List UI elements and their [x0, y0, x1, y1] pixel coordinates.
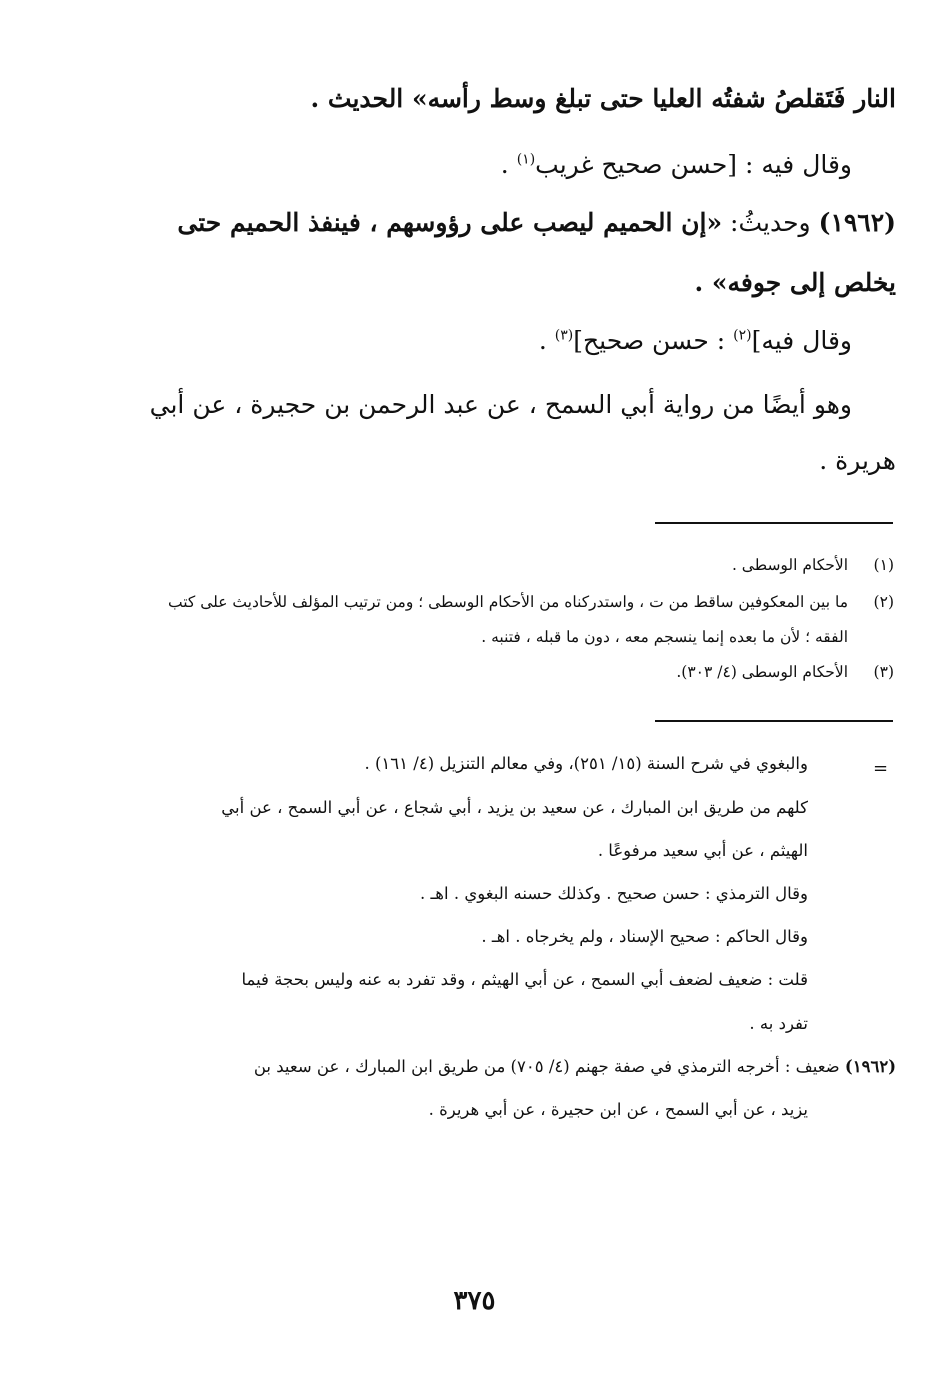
main-line-4: يخلص إلى جوفه» .: [694, 268, 896, 297]
main-line-5-end: .: [538, 326, 555, 355]
note-line-5: وقال الحاكم : صحيح الإسناد ، ولم يخرجاه . اهـ .: [481, 927, 808, 946]
footnote-2-text-cont: الفقه ؛ لأن ما بعده إنما ينسجم معه ، دون ما قبله ، فتنبه .: [481, 628, 848, 646]
continuation-mark: =: [873, 758, 889, 779]
main-line-7: هريرة .: [819, 446, 896, 475]
footnote-1-number: (١): [873, 556, 894, 574]
footnote-2-text: ما بين المعكوفين ساقط من ت ، واستدركناه من الأحكام الوسطى ؛ ومن ترتيب المؤلف للأحاديث على كتب: [167, 593, 848, 611]
main-line-5-a: وقال فيه]: [751, 326, 852, 355]
main-line-5-b: : حسن صحيح]: [573, 326, 734, 355]
main-line-2-end: .: [500, 150, 517, 179]
footnote-1-text: الأحكام الوسطى .: [731, 556, 848, 574]
footnote-ref-2: (٢): [733, 327, 752, 344]
note-line-2: كلهم من طريق ابن المبارك ، عن سعيد بن يزيد ، أبي شجاع ، عن أبي السمح ، عن أبي: [221, 798, 808, 817]
main-line-3-mid: وحديثُ:: [722, 208, 819, 237]
footnote-2-number: (٢): [873, 593, 894, 611]
note-line-8: [254, 1057, 896, 1076]
hadith-text: «إن الحميم ليصب على رؤوسهم ، فينفذ الحميم حتى: [177, 208, 723, 237]
note-line-1: والبغوي في شرح السنة (١٥/ ٢٥١)، وفي معالم التنزيل (٤/ ١٦١) .: [364, 754, 808, 773]
footnote-3-text: الأحكام الوسطى (٤/ ٣٠٣).: [676, 663, 848, 681]
page-number: ٣٧٥: [453, 1286, 496, 1316]
main-line-2-text: وقال فيه : [حسن صحيح غريب: [535, 150, 852, 179]
note-hadith-number: (١٩٦٢): [844, 1057, 896, 1076]
footnote-ref-1: (١): [516, 151, 536, 168]
main-line-1: النار فَتَقلصُ شفتُه العليا حتى تبلغ وسط رأسه» الحديث .: [310, 84, 896, 113]
footnote-3-number: (٣): [873, 663, 894, 681]
note-line-3: الهيثم ، عن أبي سعيد مرفوعًا .: [597, 841, 808, 860]
note-line-9: يزيد ، عن أبي السمح ، عن ابن حجيرة ، عن أبي هريرة .: [428, 1100, 808, 1119]
footnote-ref-3: (٣): [554, 327, 574, 344]
note-line-8-text: ضعيف : أخرجه الترمذي في صفة جهنم (٤/ ٧٠٥) من طريق ابن المبارك ، عن سعيد بن: [253, 1057, 845, 1076]
note-line-4: وقال الترمذي : حسن صحيح . وكذلك حسنه البغوي . اهـ .: [419, 884, 808, 903]
note-line-7: تفرد به .: [749, 1014, 808, 1033]
note-line-6: قلت : ضعيف لضعف أبي السمح ، عن أبي الهيثم ، وقد تفرد به عنه وليس بحجة فيما: [241, 970, 808, 989]
editor-notes: [186, 0, 896, 1130]
hadith-number: (١٩٦٢): [818, 208, 896, 237]
main-line-6: وهو أيضًا من رواية أبي السمح ، عن عبد الرحمن بن حجيرة ، عن أبي: [149, 390, 852, 419]
